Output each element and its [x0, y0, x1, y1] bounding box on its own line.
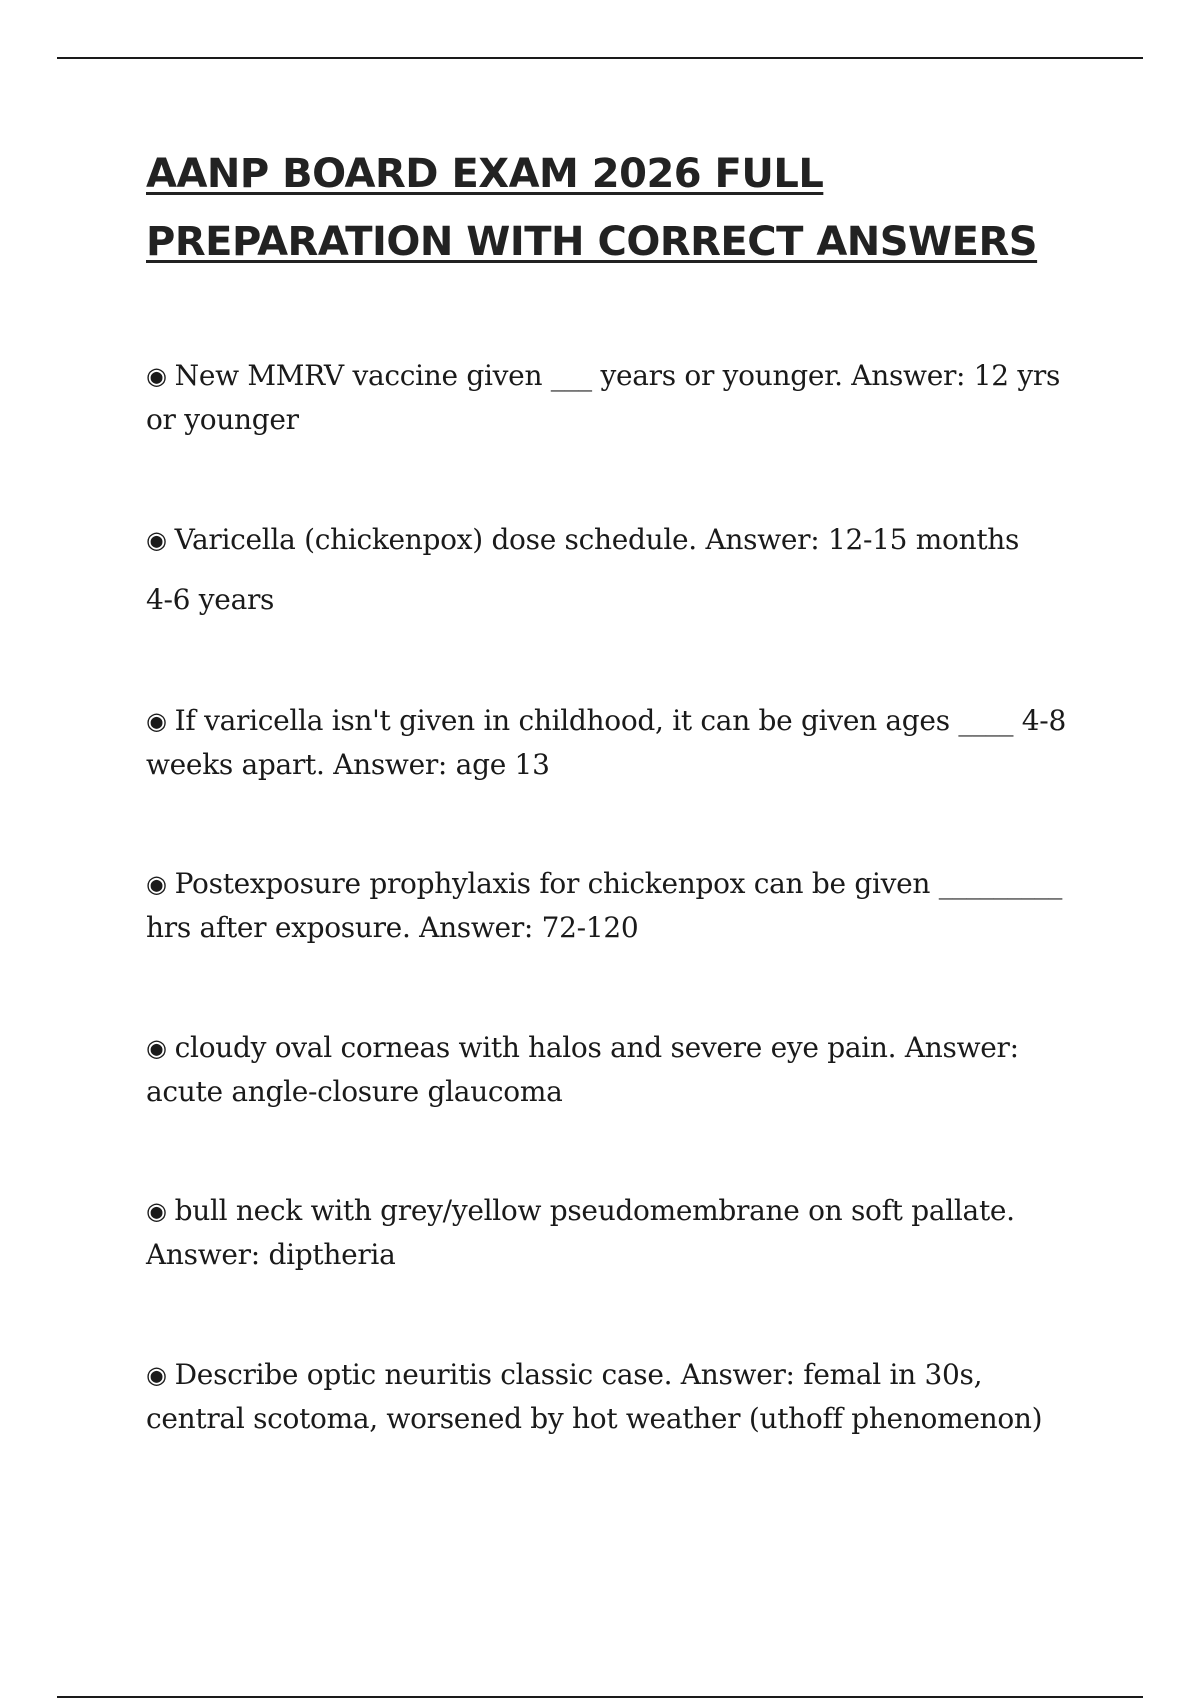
header-rule — [57, 57, 1143, 59]
qa-text: cloudy oval corneas with halos and severe eye pain. Answer: acute angle-closure glaucoma — [146, 1031, 1019, 1108]
document-title: AANP BOARD EXAM 2026 FULL PREPARATION WITH CORRECT ANSWERS — [146, 151, 1038, 265]
qa-item-7 — [146, 1353, 1086, 1441]
bullet-icon: ◉ — [146, 362, 167, 390]
bullet-icon: ◉ — [146, 870, 167, 898]
bullet-icon: ◉ — [146, 526, 167, 554]
qa-item-6 — [146, 1189, 1086, 1277]
qa-text: Describe optic neuritis classic case. Answer: femal in 30s, central scotoma, worsened by hot weather (uthoff phenomenon) — [146, 1358, 1043, 1435]
qa-item-4 — [146, 862, 1086, 950]
qa-item-1 — [146, 354, 1086, 442]
qa-text: bull neck with grey/yellow pseudomembrane on soft pallate. Answer: diptheria — [146, 1194, 1015, 1271]
bullet-icon: ◉ — [146, 1034, 167, 1062]
bullet-icon: ◉ — [146, 1197, 167, 1225]
qa-item-2 — [146, 518, 1086, 622]
qa-extra-line: 4-6 years — [146, 583, 275, 616]
qa-item-3 — [146, 699, 1086, 787]
qa-text: New MMRV vaccine given ___ years or younger. Answer: 12 yrs or younger — [146, 359, 1061, 436]
qa-text: Varicella (chickenpox) dose schedule. Answer: 12-15 months — [174, 523, 1020, 556]
bullet-icon: ◉ — [146, 707, 167, 735]
qa-text: If varicella isn't given in childhood, it can be given ages ____ 4-8 weeks apart. Answer: age 13 — [146, 704, 1066, 781]
qa-text: Postexposure prophylaxis for chickenpox can be given _________ hrs after exposure. Answer: 72-120 — [146, 867, 1063, 944]
qa-item-5 — [146, 1026, 1086, 1114]
bullet-icon: ◉ — [146, 1361, 167, 1389]
footer-rule — [57, 1696, 1143, 1698]
